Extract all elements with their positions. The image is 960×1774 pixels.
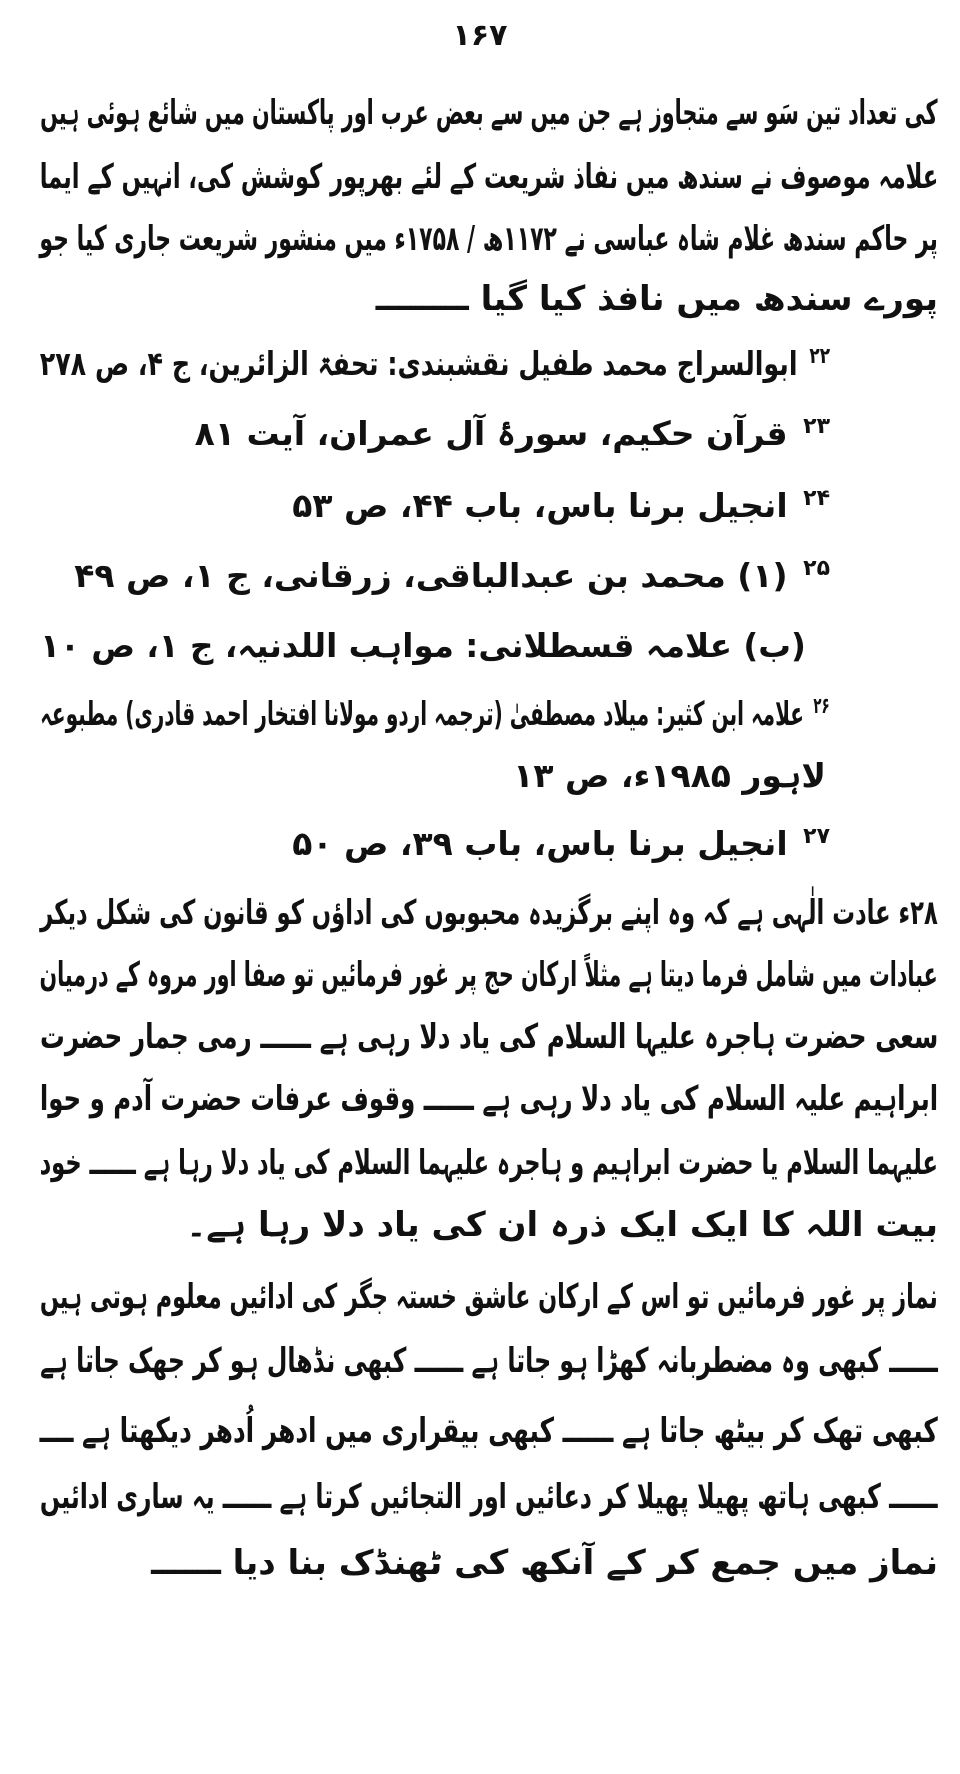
footnote-text: ابوالسراج محمد طفیل نقشبندی: تحفۃ الزائرین، ج ۴، ص ۲۷۸ <box>39 344 798 383</box>
footnote-22 <box>39 344 830 383</box>
footnote-27 <box>292 824 830 863</box>
footnote-23 <box>194 414 830 453</box>
paragraph-2-line-5: علیہما السلام یا حضرت ابراہیم و ہاجرہ علیہما السلام کی یاد دلا رہا ہے ــــــ خود <box>39 1143 938 1183</box>
paragraph-1-line-2: علامہ موصوف نے سندھ میں نفاذ شریعت کے لئے بھرپور کوشش کی، انہیں کے ایما <box>39 157 938 197</box>
footnote-number: ۲۴ <box>803 486 830 511</box>
footnote-number: ۲۶ <box>813 694 830 719</box>
footnote-text: لاہور ۱۹۸۵ء، ص ۱۳ <box>513 756 826 795</box>
paragraph-1-line-4: پورے سندھ میں نافذ کیا گیا ــــــــ <box>375 279 938 319</box>
footnote-text: انجیل برنا باس، باب ۴۴، ص ۵۳ <box>292 486 788 525</box>
footnote-25b <box>40 626 810 665</box>
paragraph-2-line-3: سعی حضرت ہاجرہ علیہا السلام کی یاد دلا رہی ہے ــــــ رمی جمار حضرت <box>39 1017 938 1057</box>
footnote-text: (ب) علامہ قسطلانی: مواہب اللدنیہ، ج ۱، ص ۱۰ <box>40 626 807 665</box>
page-number: ۱۶۷ <box>452 18 508 53</box>
paragraph-3-line-1: نماز پر غور فرمائیں تو اس کے ارکان عاشق خستہ جگر کی ادائیں معلوم ہوتی ہیں <box>39 1277 938 1317</box>
footnote-25a <box>74 556 830 595</box>
footnote-text: (۱) محمد بن عبدالباقی، زرقانی، ج ۱، ص ۴۹ <box>74 556 788 595</box>
footnote-26 <box>40 694 830 733</box>
paragraph-3-line-3: کبھی تھک کر بیٹھ جاتا ہے ــــــ کبھی بیقراری میں ادھر اُدھر دیکھتا ہے ــــ <box>39 1411 938 1451</box>
footnote-number: ۲۲ <box>809 344 830 369</box>
footnote-text: قرآن حکیم، سورۂ آل عمران، آیت ۸۱ <box>194 414 788 453</box>
paragraph-2-line-4: ابراہیم علیہ السلام کی یاد دلا رہی ہے ــــــ وقوف عرفات حضرت آدم و حوا <box>39 1079 938 1119</box>
paragraph-3-line-4: ــــــ کبھی ہاتھ پھیلا پھیلا کر دعائیں اور التجائیں کرتا ہے ــــــ یہ ساری ادائیں <box>40 1477 938 1517</box>
paragraph-2-line-1: ۲۸ء عادت الٰہی ہے کہ وہ اپنے برگزیدہ محبوبوں کی اداؤں کو قانون کی شکل دیکر <box>40 893 938 933</box>
footnote-number: ۲۳ <box>803 414 830 439</box>
footnote-text: انجیل برنا باس، باب ۳۹، ص ۵۰ <box>292 824 788 863</box>
footnote-26-cont <box>513 756 830 795</box>
footnote-text: علامہ ابن کثیر: میلاد مصطفیٰ (ترجمہ اردو مولانا افتخار احمد قادری) مطبوعہ <box>40 694 805 733</box>
paragraph-3-line-5: نماز میں جمع کر کے آنکھ کی ٹھنڈک بنا دیا ــــــ <box>151 1543 938 1583</box>
footnote-number: ۲۷ <box>803 824 830 849</box>
footnote-24 <box>292 486 830 525</box>
paragraph-2-line-2: عبادات میں شامل فرما دیتا ہے مثلاً ارکان حج پر غور فرمائیں تو صفا اور مروہ کے درمیان <box>39 955 938 995</box>
paragraph-3-line-2: ــــــ کبھی وہ مضطربانہ کھڑا ہو جاتا ہے ــــــ کبھی نڈھال ہو کر جھک جاتا ہے <box>40 1341 938 1381</box>
footnote-number: ۲۵ <box>803 556 830 581</box>
paragraph-1-line-3: پر حاکم سندھ غلام شاہ عباسی نے ۱۱۷۲ھ / ۱۷۵۸ء میں منشور شریعت جاری کیا جو <box>39 219 938 259</box>
paragraph-2-line-6: بیت اللہ کا ایک ایک ذرہ ان کی یاد دلا رہا ہے۔ <box>186 1205 938 1245</box>
paragraph-1-line-1: کی تعداد تین سَو سے متجاوز ہے جن میں سے بعض عرب اور پاکستان میں شائع ہوئی ہیں <box>40 93 938 133</box>
